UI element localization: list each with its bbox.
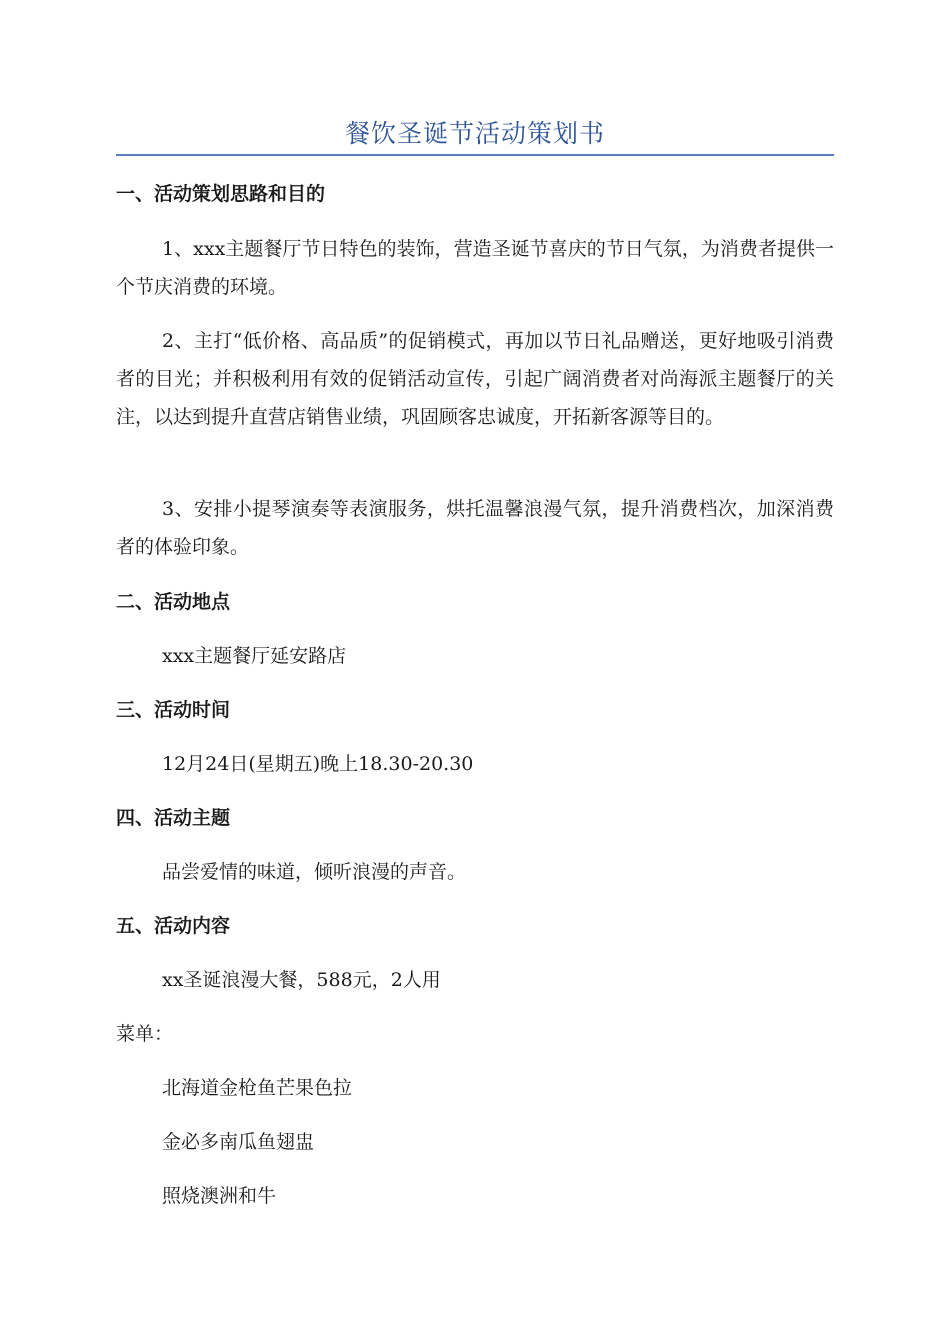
section-3-text: 12月24日(星期五)晚上18.30-20.30 — [162, 753, 474, 775]
title-underline — [116, 154, 834, 156]
section-1-paragraph-1: 1、xxx主题餐厅节日特色的装饰，营造圣诞节喜庆的节日气氛，为消费者提供一个节庆消费的环境。 — [116, 238, 834, 298]
section-heading-4: 四、活动主题 — [116, 807, 231, 829]
menu-item: 北海道金枪鱼芒果色拉 — [162, 1077, 353, 1099]
section-heading-2: 二、活动地点 — [116, 591, 231, 613]
section-1-paragraph-3: 3、安排小提琴演奏等表演服务，烘托温馨浪漫气氛，提升消费档次，加深消费者的体验印象。 — [116, 498, 834, 558]
section-4-text: 品尝爱情的味道，倾听浪漫的声音。 — [162, 861, 467, 883]
menu-label: 菜单： — [116, 1023, 174, 1045]
section-heading-5: 五、活动内容 — [116, 915, 231, 937]
section-heading-3: 三、活动时间 — [116, 699, 231, 721]
menu-item: 照烧澳洲和牛 — [162, 1185, 277, 1207]
menu-item: 金必多南瓜鱼翅盅 — [162, 1131, 315, 1153]
section-5-text: xx圣诞浪漫大餐，588元，2人用 — [162, 969, 441, 991]
section-2-text: xxx主题餐厅延安路店 — [162, 645, 347, 667]
section-1-paragraph-2: 2、主打“低价格、高品质”的促销模式，再加以节日礼品赠送，更好地吸引消费者的目光；并积极利用有效的促销活动宣传，引起广阔消费者对尚海派主题餐厅的关注，以达到提升直营店销售业绩，巩固顾客忠诚度，开拓新客源等目的。 — [116, 330, 834, 428]
section-heading-1: 一、活动策划思路和目的 — [116, 183, 326, 205]
document-title: 餐饮圣诞节活动策划书 — [344, 119, 605, 148]
